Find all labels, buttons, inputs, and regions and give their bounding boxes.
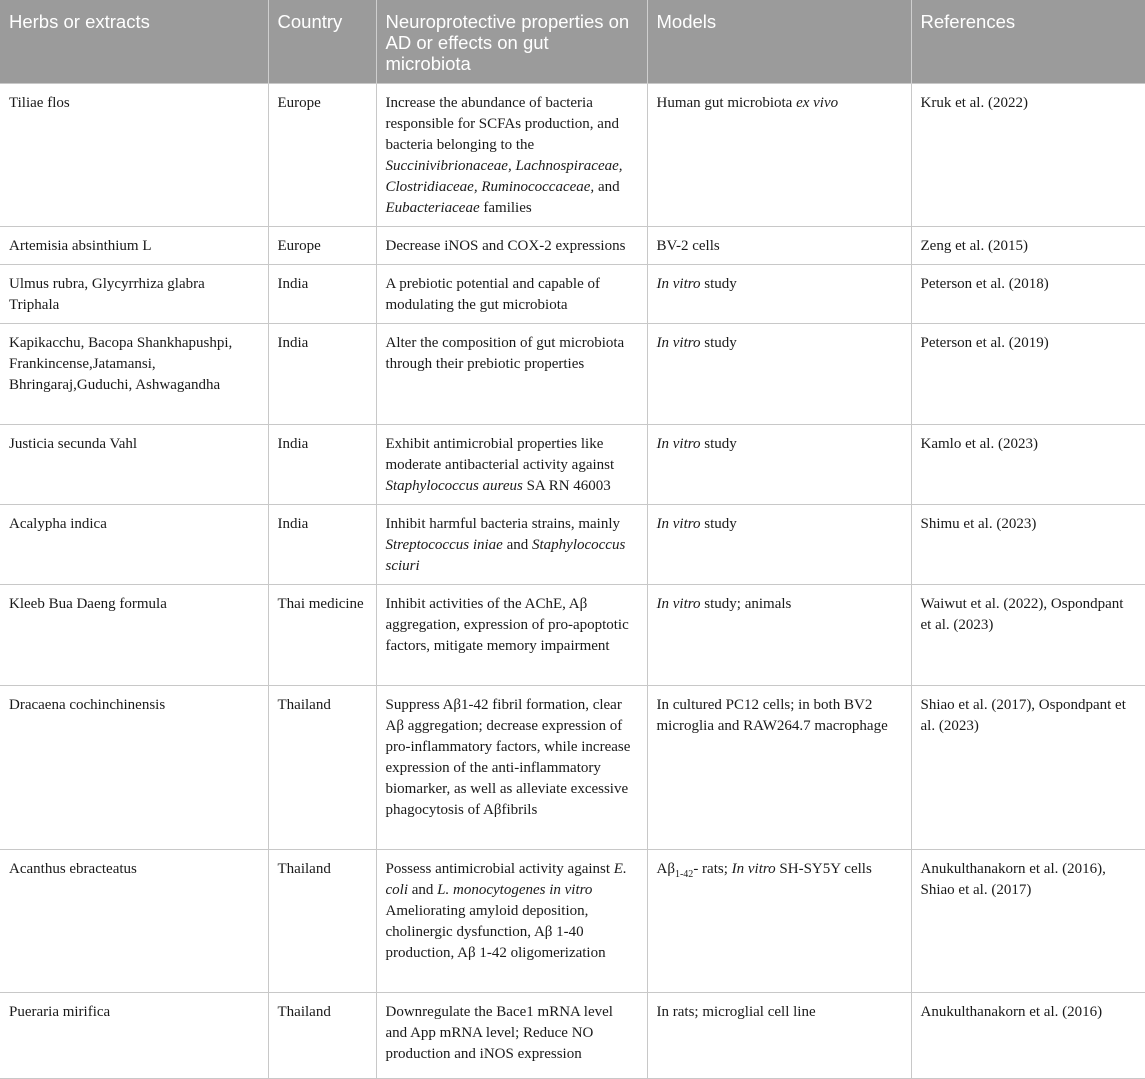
table-row bbox=[0, 83, 1145, 226]
models-cell: In vitro study bbox=[647, 424, 911, 504]
table-header-row bbox=[0, 0, 1145, 83]
properties-cell: Increase the abundance of bacteria responsible for SCFAs production, and bacteria belonging to the Succinivibrionaceae, Lachnospiraceae, Clostridiaceae, Ruminococcaceae, and Eubacteriaceae families bbox=[376, 83, 647, 226]
models-cell: In vitro study; animals bbox=[647, 584, 911, 685]
properties-cell: Exhibit antimicrobial properties like moderate antibacterial activity against Staphylococcus aureus SA RN 46003 bbox=[376, 424, 647, 504]
references-cell: Anukulthanakorn et al. (2016), Shiao et al. (2017) bbox=[911, 849, 1145, 992]
herb-cell: Kapikacchu, Bacopa Shankhapushpi, Frankincense,Jatamansi, Bhringaraj,Guduchi, Ashwagandha bbox=[0, 323, 268, 424]
models-cell: In vitro study bbox=[647, 504, 911, 584]
country-cell: India bbox=[268, 323, 376, 424]
header-herbs: Herbs or extracts bbox=[0, 0, 268, 83]
references-cell: Shiao et al. (2017), Ospondpant et al. (2023) bbox=[911, 685, 1145, 849]
header-models: Models bbox=[647, 0, 911, 83]
properties-cell: Inhibit activities of the AChE, Aβ aggregation, expression of pro-apoptotic factors, mitigate memory impairment bbox=[376, 584, 647, 685]
herb-cell: Ulmus rubra, Glycyrrhiza glabra Triphala bbox=[0, 264, 268, 323]
references-cell: Peterson et al. (2019) bbox=[911, 323, 1145, 424]
references-cell: Anukulthanakorn et al. (2016) bbox=[911, 992, 1145, 1078]
properties-cell: Decrease iNOS and COX-2 expressions bbox=[376, 226, 647, 264]
country-cell: Europe bbox=[268, 83, 376, 226]
country-cell: Thai medicine bbox=[268, 584, 376, 685]
header-properties: Neuroprotective properties on AD or effects on gut microbiota bbox=[376, 0, 647, 83]
country-cell: Thailand bbox=[268, 685, 376, 849]
properties-cell: Alter the composition of gut microbiota through their prebiotic properties bbox=[376, 323, 647, 424]
models-cell: In vitro study bbox=[647, 323, 911, 424]
references-cell: Zeng et al. (2015) bbox=[911, 226, 1145, 264]
references-cell: Waiwut et al. (2022), Ospondpant et al. (2023) bbox=[911, 584, 1145, 685]
herb-cell: Acalypha indica bbox=[0, 504, 268, 584]
herb-cell: Acanthus ebracteatus bbox=[0, 849, 268, 992]
country-cell: Europe bbox=[268, 226, 376, 264]
table-row bbox=[0, 424, 1145, 504]
table-row bbox=[0, 226, 1145, 264]
properties-cell: Possess antimicrobial activity against E. coli and L. monocytogenes in vitro Ameliorating amyloid deposition, cholinergic dysfunction, Aβ 1-40 production, Aβ 1-42 oligomerization bbox=[376, 849, 647, 992]
references-cell: Kruk et al. (2022) bbox=[911, 83, 1145, 226]
herb-cell: Artemisia absinthium L bbox=[0, 226, 268, 264]
country-cell: Thailand bbox=[268, 849, 376, 992]
herb-cell: Tiliae flos bbox=[0, 83, 268, 226]
table-row bbox=[0, 323, 1145, 424]
herb-cell: Kleeb Bua Daeng formula bbox=[0, 584, 268, 685]
country-cell: India bbox=[268, 424, 376, 504]
properties-cell: Suppress Aβ1-42 fibril formation, clear Aβ aggregation; decrease expression of pro-inflammatory factors, while increase expression of the anti-inflammatory biomarker, as well as alleviate excessive phagocytosis of Aβfibrils bbox=[376, 685, 647, 849]
properties-cell: Inhibit harmful bacteria strains, mainly Streptococcus iniae and Staphylococcus sciuri bbox=[376, 504, 647, 584]
herb-cell: Dracaena cochinchinensis bbox=[0, 685, 268, 849]
table-row bbox=[0, 685, 1145, 849]
references-cell: Peterson et al. (2018) bbox=[911, 264, 1145, 323]
models-cell: In cultured PC12 cells; in both BV2 microglia and RAW264.7 macrophage bbox=[647, 685, 911, 849]
country-cell: India bbox=[268, 504, 376, 584]
table-row bbox=[0, 264, 1145, 323]
models-cell: In rats; microglial cell line bbox=[647, 992, 911, 1078]
herb-cell: Justicia secunda Vahl bbox=[0, 424, 268, 504]
country-cell: India bbox=[268, 264, 376, 323]
table-row bbox=[0, 504, 1145, 584]
table-row bbox=[0, 992, 1145, 1078]
herb-cell: Pueraria mirifica bbox=[0, 992, 268, 1078]
models-cell: In vitro study bbox=[647, 264, 911, 323]
table-row bbox=[0, 584, 1145, 685]
header-country: Country bbox=[268, 0, 376, 83]
properties-cell: A prebiotic potential and capable of modulating the gut microbiota bbox=[376, 264, 647, 323]
table-row bbox=[0, 849, 1145, 992]
models-cell: Human gut microbiota ex vivo bbox=[647, 83, 911, 226]
models-cell: $A\beta_{1-42}-$ rats; In vitro SH-SY5Y cells bbox=[647, 849, 911, 992]
references-cell: Kamlo et al. (2023) bbox=[911, 424, 1145, 504]
country-cell: Thailand bbox=[268, 992, 376, 1078]
properties-cell: Downregulate the Bace1 mRNA level and App mRNA level; Reduce NO production and iNOS expression bbox=[376, 992, 647, 1078]
models-cell: BV-2 cells bbox=[647, 226, 911, 264]
references-cell: Shimu et al. (2023) bbox=[911, 504, 1145, 584]
header-references: References bbox=[911, 0, 1145, 83]
